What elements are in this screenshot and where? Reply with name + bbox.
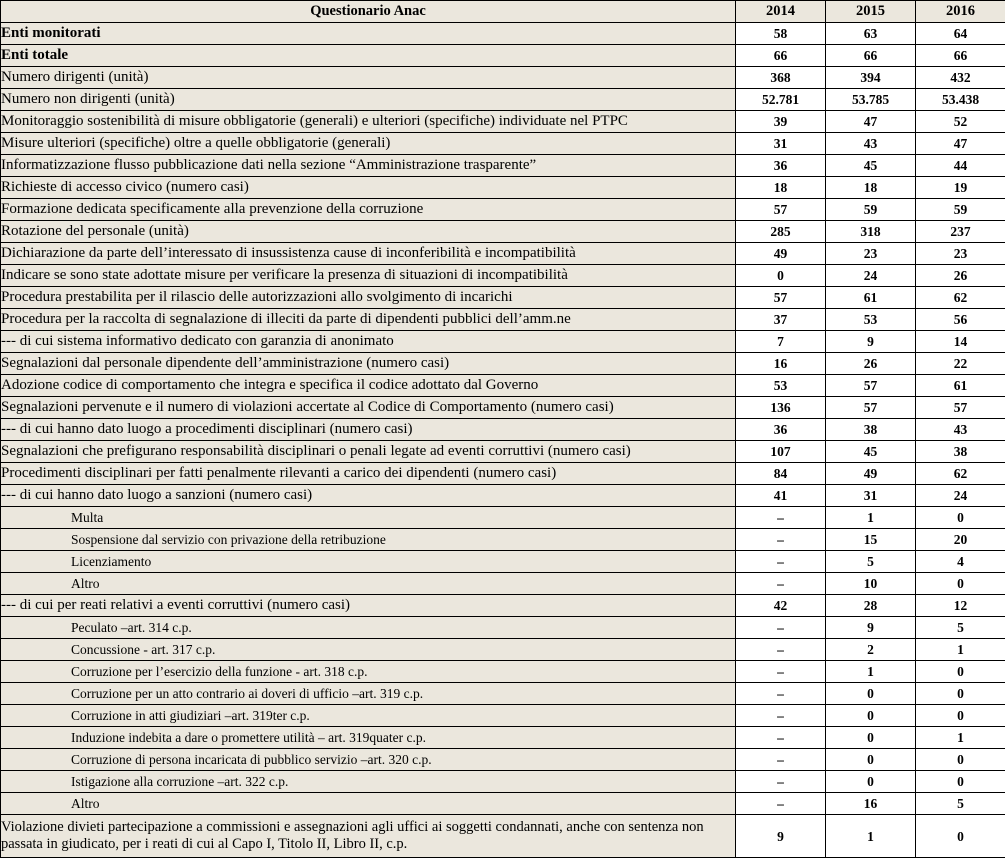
row-value-2014: 52.781 xyxy=(736,89,826,111)
row-label: Sospensione dal servizio con privazione della retribuzione xyxy=(1,529,736,551)
row-label: Concussione - art. 317 c.p. xyxy=(1,639,736,661)
row-value-2016: 237 xyxy=(916,221,1005,243)
row-value-2015: 57 xyxy=(826,397,916,419)
row-label: --- di cui hanno dato luogo a sanzioni (numero casi) xyxy=(1,485,736,507)
row-label: Violazione divieti partecipazione a commissioni e assegnazioni agli uffici ai soggetti condannati, anche con sentenza non passata in giudicato, per i reati di cui al Capo I, Titolo II, Libro II, c.p. xyxy=(1,815,736,858)
row-label: Richieste di accesso civico (numero casi) xyxy=(1,177,736,199)
row-value-2014: 37 xyxy=(736,309,826,331)
row-value-2016: 59 xyxy=(916,199,1005,221)
row-value-2014: 368 xyxy=(736,67,826,89)
row-value-2015: 45 xyxy=(826,155,916,177)
table-row xyxy=(1,639,1005,661)
table-row xyxy=(1,463,1005,485)
row-value-2014: 31 xyxy=(736,133,826,155)
row-value-2016: 66 xyxy=(916,45,1005,67)
row-value-2014: – xyxy=(736,507,826,529)
table-row xyxy=(1,243,1005,265)
row-value-2016: 61 xyxy=(916,375,1005,397)
row-value-2015: 66 xyxy=(826,45,916,67)
row-value-2014: – xyxy=(736,661,826,683)
row-value-2015: 24 xyxy=(826,265,916,287)
row-label: --- di cui per reati relativi a eventi corruttivi (numero casi) xyxy=(1,595,736,617)
row-value-2015: 0 xyxy=(826,705,916,727)
header-year-2015: 2015 xyxy=(826,1,916,23)
table-row xyxy=(1,815,1005,858)
row-value-2016: 20 xyxy=(916,529,1005,551)
row-value-2014: – xyxy=(736,639,826,661)
row-value-2015: 1 xyxy=(826,507,916,529)
row-value-2014: 84 xyxy=(736,463,826,485)
row-value-2015: 1 xyxy=(826,815,916,858)
row-value-2014: 39 xyxy=(736,111,826,133)
row-value-2016: 24 xyxy=(916,485,1005,507)
row-label: Adozione codice di comportamento che integra e specifica il codice adottato dal Governo xyxy=(1,375,736,397)
row-label: Segnalazioni che prefigurano responsabilità disciplinari o penali legate ad eventi corruttivi (numero casi) xyxy=(1,441,736,463)
row-value-2014: – xyxy=(736,573,826,595)
row-value-2015: 57 xyxy=(826,375,916,397)
row-label: Altro xyxy=(1,793,736,815)
row-label: Segnalazioni dal personale dipendente dell’amministrazione (numero casi) xyxy=(1,353,736,375)
header-year-2014: 2014 xyxy=(736,1,826,23)
row-label: Formazione dedicata specificamente alla prevenzione della corruzione xyxy=(1,199,736,221)
row-value-2014: 285 xyxy=(736,221,826,243)
row-value-2016: 62 xyxy=(916,463,1005,485)
table-row xyxy=(1,551,1005,573)
row-value-2016: 57 xyxy=(916,397,1005,419)
row-value-2015: 0 xyxy=(826,683,916,705)
header-year-2016: 2016 xyxy=(916,1,1005,23)
row-value-2014: 107 xyxy=(736,441,826,463)
row-value-2014: 58 xyxy=(736,23,826,45)
row-value-2015: 45 xyxy=(826,441,916,463)
row-value-2015: 394 xyxy=(826,67,916,89)
row-value-2016: 14 xyxy=(916,331,1005,353)
row-value-2015: 61 xyxy=(826,287,916,309)
table-row xyxy=(1,23,1005,45)
row-value-2014: 18 xyxy=(736,177,826,199)
table-row xyxy=(1,419,1005,441)
row-value-2016: 43 xyxy=(916,419,1005,441)
row-value-2016: 19 xyxy=(916,177,1005,199)
row-value-2015: 9 xyxy=(826,331,916,353)
table-row xyxy=(1,353,1005,375)
row-label: Multa xyxy=(1,507,736,529)
row-value-2016: 38 xyxy=(916,441,1005,463)
table-row xyxy=(1,67,1005,89)
header-title: Questionario Anac xyxy=(1,1,736,23)
row-value-2015: 9 xyxy=(826,617,916,639)
row-label: --- di cui hanno dato luogo a procedimenti disciplinari (numero casi) xyxy=(1,419,736,441)
row-value-2014: 41 xyxy=(736,485,826,507)
row-value-2015: 2 xyxy=(826,639,916,661)
row-value-2016: 0 xyxy=(916,705,1005,727)
row-value-2015: 318 xyxy=(826,221,916,243)
row-value-2014: 36 xyxy=(736,155,826,177)
table-row xyxy=(1,727,1005,749)
row-label: --- di cui sistema informativo dedicato con garanzia di anonimato xyxy=(1,331,736,353)
row-value-2014: 66 xyxy=(736,45,826,67)
table-row xyxy=(1,441,1005,463)
row-label: Procedura per la raccolta di segnalazione di illeciti da parte di dipendenti pubblici dell’amm.ne xyxy=(1,309,736,331)
row-value-2016: 52 xyxy=(916,111,1005,133)
table-row xyxy=(1,529,1005,551)
row-value-2014: 16 xyxy=(736,353,826,375)
table-row xyxy=(1,287,1005,309)
row-value-2014: 57 xyxy=(736,287,826,309)
row-value-2015: 31 xyxy=(826,485,916,507)
table-row xyxy=(1,309,1005,331)
row-label: Corruzione per l’esercizio della funzione - art. 318 c.p. xyxy=(1,661,736,683)
row-value-2014: 36 xyxy=(736,419,826,441)
row-value-2014: 9 xyxy=(736,815,826,858)
row-value-2016: 53.438 xyxy=(916,89,1005,111)
table-row xyxy=(1,265,1005,287)
row-label: Dichiarazione da parte dell’interessato di insussistenza cause di inconferibilità e incompatibilità xyxy=(1,243,736,265)
row-value-2015: 63 xyxy=(826,23,916,45)
row-label: Corruzione di persona incaricata di pubblico servizio –art. 320 c.p. xyxy=(1,749,736,771)
row-value-2014: – xyxy=(736,705,826,727)
row-value-2016: 23 xyxy=(916,243,1005,265)
row-value-2015: 5 xyxy=(826,551,916,573)
row-value-2014: – xyxy=(736,617,826,639)
row-value-2015: 43 xyxy=(826,133,916,155)
row-value-2015: 0 xyxy=(826,749,916,771)
row-value-2016: 0 xyxy=(916,815,1005,858)
row-value-2015: 23 xyxy=(826,243,916,265)
table-row xyxy=(1,177,1005,199)
table-row xyxy=(1,221,1005,243)
row-value-2016: 4 xyxy=(916,551,1005,573)
row-value-2015: 26 xyxy=(826,353,916,375)
row-label: Enti monitorati xyxy=(1,23,736,45)
table-header xyxy=(1,1,1005,23)
row-value-2015: 15 xyxy=(826,529,916,551)
row-label: Peculato –art. 314 c.p. xyxy=(1,617,736,639)
row-label: Procedimenti disciplinari per fatti penalmente rilevanti a carico dei dipendenti (numero casi) xyxy=(1,463,736,485)
row-value-2016: 432 xyxy=(916,67,1005,89)
row-value-2014: – xyxy=(736,793,826,815)
table-row xyxy=(1,617,1005,639)
row-label: Altro xyxy=(1,573,736,595)
row-value-2015: 38 xyxy=(826,419,916,441)
table-row xyxy=(1,771,1005,793)
table-row xyxy=(1,111,1005,133)
row-value-2016: 0 xyxy=(916,771,1005,793)
row-label: Enti totale xyxy=(1,45,736,67)
row-label: Procedura prestabilita per il rilascio delle autorizzazioni allo svolgimento di incarichi xyxy=(1,287,736,309)
row-label: Corruzione per un atto contrario ai doveri di ufficio –art. 319 c.p. xyxy=(1,683,736,705)
row-value-2015: 0 xyxy=(826,771,916,793)
row-value-2014: 42 xyxy=(736,595,826,617)
table-row xyxy=(1,705,1005,727)
row-value-2016: 47 xyxy=(916,133,1005,155)
table-row xyxy=(1,199,1005,221)
row-value-2016: 1 xyxy=(916,639,1005,661)
row-value-2015: 53.785 xyxy=(826,89,916,111)
row-value-2014: 7 xyxy=(736,331,826,353)
row-value-2015: 53 xyxy=(826,309,916,331)
header-row xyxy=(1,1,1005,23)
table-row xyxy=(1,89,1005,111)
row-label: Licenziamento xyxy=(1,551,736,573)
row-value-2016: 0 xyxy=(916,749,1005,771)
row-value-2014: – xyxy=(736,749,826,771)
table-row xyxy=(1,485,1005,507)
table-row xyxy=(1,331,1005,353)
table-row xyxy=(1,397,1005,419)
row-value-2016: 1 xyxy=(916,727,1005,749)
row-label: Rotazione del personale (unità) xyxy=(1,221,736,243)
row-label: Segnalazioni pervenute e il numero di violazioni accertate al Codice di Comportamento (numero casi) xyxy=(1,397,736,419)
row-value-2015: 1 xyxy=(826,661,916,683)
row-label: Induzione indebita a dare o promettere utilità – art. 319quater c.p. xyxy=(1,727,736,749)
row-value-2015: 28 xyxy=(826,595,916,617)
table-row xyxy=(1,573,1005,595)
row-value-2014: – xyxy=(736,771,826,793)
row-label: Informatizzazione flusso pubblicazione dati nella sezione “Amministrazione trasparente” xyxy=(1,155,736,177)
row-value-2015: 10 xyxy=(826,573,916,595)
row-value-2015: 47 xyxy=(826,111,916,133)
row-label: Numero non dirigenti (unità) xyxy=(1,89,736,111)
table-row xyxy=(1,595,1005,617)
table-row xyxy=(1,507,1005,529)
row-value-2014: 136 xyxy=(736,397,826,419)
row-value-2014: – xyxy=(736,683,826,705)
row-label: Indicare se sono state adottate misure per verificare la presenza di situazioni di incompatibilità xyxy=(1,265,736,287)
row-value-2016: 62 xyxy=(916,287,1005,309)
row-value-2016: 5 xyxy=(916,793,1005,815)
table-body xyxy=(1,23,1005,858)
row-value-2016: 5 xyxy=(916,617,1005,639)
row-value-2016: 64 xyxy=(916,23,1005,45)
table-row xyxy=(1,683,1005,705)
row-value-2016: 12 xyxy=(916,595,1005,617)
row-value-2015: 49 xyxy=(826,463,916,485)
row-label: Misure ulteriori (specifiche) oltre a quelle obbligatorie (generali) xyxy=(1,133,736,155)
row-label: Corruzione in atti giudiziari –art. 319ter c.p. xyxy=(1,705,736,727)
row-value-2016: 0 xyxy=(916,661,1005,683)
row-value-2015: 0 xyxy=(826,727,916,749)
row-value-2014: 49 xyxy=(736,243,826,265)
row-value-2016: 26 xyxy=(916,265,1005,287)
row-value-2014: 57 xyxy=(736,199,826,221)
row-label: Istigazione alla corruzione –art. 322 c.p. xyxy=(1,771,736,793)
row-label: Numero dirigenti (unità) xyxy=(1,67,736,89)
row-value-2016: 0 xyxy=(916,573,1005,595)
row-value-2015: 59 xyxy=(826,199,916,221)
row-value-2014: 0 xyxy=(736,265,826,287)
table-row xyxy=(1,155,1005,177)
row-value-2016: 0 xyxy=(916,683,1005,705)
table-row xyxy=(1,749,1005,771)
row-value-2015: 18 xyxy=(826,177,916,199)
row-value-2014: 53 xyxy=(736,375,826,397)
table-row xyxy=(1,133,1005,155)
row-value-2016: 0 xyxy=(916,507,1005,529)
row-value-2014: – xyxy=(736,551,826,573)
row-value-2014: – xyxy=(736,529,826,551)
table-row xyxy=(1,661,1005,683)
table-row xyxy=(1,45,1005,67)
table-row xyxy=(1,375,1005,397)
row-value-2016: 56 xyxy=(916,309,1005,331)
row-label: Monitoraggio sostenibilità di misure obbligatorie (generali) e ulteriori (specifiche) individuate nel PTPC xyxy=(1,111,736,133)
row-value-2016: 44 xyxy=(916,155,1005,177)
row-value-2014: – xyxy=(736,727,826,749)
row-value-2016: 22 xyxy=(916,353,1005,375)
row-value-2015: 16 xyxy=(826,793,916,815)
